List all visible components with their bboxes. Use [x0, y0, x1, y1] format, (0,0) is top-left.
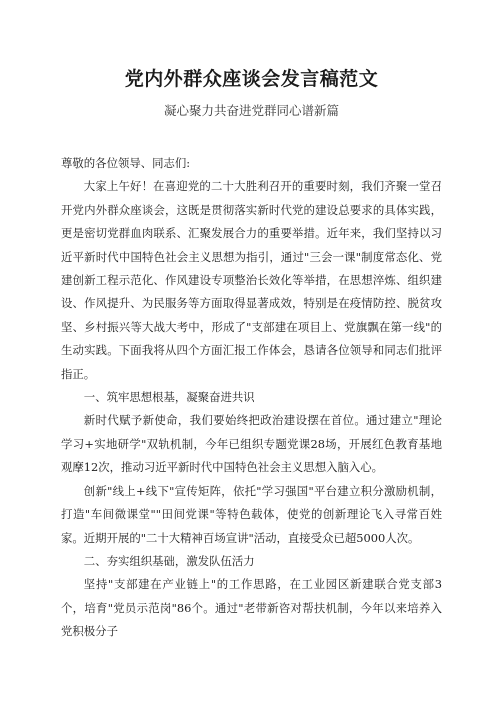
- intro-paragraph: 大家上午好！在喜迎党的二十大胜利召开的重要时刻，我们齐聚一堂召开党内外群众座谈会，这既是贯彻落实新时代党的建设总要求的具体实践，更是密切党群血肉联系、汇聚发展合力的重要举措。近年来，我们坚持以习近平新时代中国特色社会主义思想为指引，通过"三会一课"制度常态化、党建创新工程示范化、作风建设专项整治长效化等举措，在思想淬炼、组织建设、作风提升、为民服务等方面取得显著成效，特别是在疫情防控、脱贫攻坚、乡村振兴等大战大考中，形成了"支部建在项目上、党旗飘在第一线"的生动实践。下面我将从四个方面汇报工作体会，恳请各位领导和同志们批评指正。: [61, 179, 442, 381]
- section-1-paragraph-2: 创新"线上+线下"宣传矩阵，依托"学习强国"平台建立积分激励机制，打造"车间微课堂""田间党课"等特色载体，使党的创新理论飞入寻常百姓家。近期开展的"二十大精神百场宣讲"活动，直接受众已超5000人次。: [61, 483, 442, 545]
- document-subtitle: 凝心聚力共奋进党群同心谱新篇: [163, 103, 339, 118]
- section-2-paragraph-1: 坚持"支部建在产业链上"的工作思路，在工业园区新建联合党支部3个，培育"党员示范岗"86个。通过"老带新咨对帮扶机制，今年以来培养入党积极分子: [61, 577, 442, 639]
- section-1-paragraph-1: 新时代赋予新使命，我们要始终把政治建设摆在首位。通过建立"理论学习+实地研学"双轨机制，今年已组织专题党课28场，开展红色教育基地观摩12次，推动习近平新时代中国特色社会主义思想入脑入心。: [61, 413, 442, 475]
- section-2-heading: 二、夯实组织基础，激发队伍活力: [83, 553, 255, 568]
- document-title: 党内外群众座谈会发言稿范文: [124, 68, 379, 90]
- document-body: [61, 152, 442, 644]
- section-1-heading: 一、筑牢思想根基，凝聚奋进共识: [83, 390, 255, 405]
- salutation: 尊敬的各位领导、同志们:: [61, 156, 191, 170]
